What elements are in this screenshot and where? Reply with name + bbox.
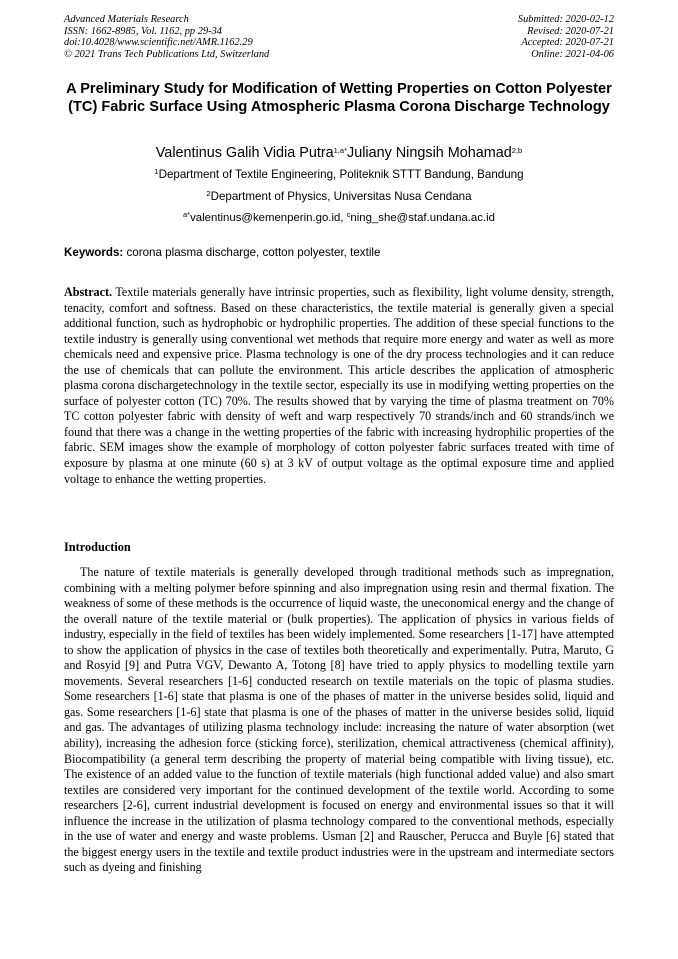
- journal-name: Advanced Materials Research: [64, 14, 189, 25]
- abstract-label: Abstract.: [64, 285, 113, 299]
- author-1-superscript: 1,a*: [333, 146, 347, 155]
- paper-title: A Preliminary Study for Modification of Wetting Properties on Cotton Polyester (TC) Fabric Surface Using Atmospheric Plasma Corona Discharge Technology: [66, 81, 612, 116]
- introduction-heading: Introduction: [64, 540, 131, 554]
- date-accepted: Accepted: 2020-07-21: [521, 37, 614, 49]
- author-emails: [64, 211, 614, 225]
- date-online: Online: 2021-04-06: [531, 48, 614, 60]
- introduction-paragraph: The nature of textile materials is generally developed through traditional methods such as impregnation, combining with a melting polymer before spinning and also impregnation using resin and thermal fixation. The weakness of some of these methods is the occurrence of liquid waste, the uneconomical energy and the change of the overall nature of the textile material or (bulk properties). The application of physics in various fields of industry, especially in the field of textiles has been widely implemented. Some researchers [1-17] have attempted to show the application of physics in the case of textiles both theoretically and experimentally. Putra, Maruto, G and Rosyid [9] and Putra VGV, Dewanto A, Totong [8] have tried to apply physics to modelling textile yarn movements. Several researchers [1-6] conducted research on textile materials on the topic of plasma studies. Some researchers [1-6] state that plasma is one of the phases of matter in the universe besides solid, liquid and gas. Some researchers [1-6] state that plasma is one of the phases of matter in the universe besides solid, liquid and gas. The advantages of utilizing plasma technology include: increasing the nature of water absorption (wet ability), increasing the adhesion force (sticking force), sterilization, chemical attractiveness (chemical affinity), Biocompatibility (a general term describing the property of material being compatible with living tissue), etc. The existence of an added value to the function of textile materials (high functional added value) and also smart textiles are considered very important for the continued development of the textile world. According to some researchers [2-6], current industrial development is focused on energy and environmental issues so that it will influence the increase in the utilization of plasma technology compared to the conventional methods, especially in the use of water and energy and waste problems. Usman [2] and Rauscher, Perucca and Buyle [6] stated that the biggest energy users in the textile and textile product industries were in the upstream and intermediate sectors such as dyeing and finishing: [64, 565, 614, 875]
- keywords-label: Keywords:: [64, 246, 124, 259]
- affiliation-2-text: Department of Physics, Universitas Nusa Cendana: [210, 190, 472, 203]
- email-b-superscript: c: [346, 210, 351, 219]
- journal-issn: ISSN: 1662-8985, Vol. 1162, pp 29-34: [64, 25, 222, 37]
- author-2-superscript: 2,b: [511, 146, 523, 155]
- journal-copyright: © 2021 Trans Tech Publications Ltd, Switzerland: [64, 48, 270, 60]
- journal-doi: doi:10.4028/www.scientific.net/AMR.1162.29: [64, 37, 253, 49]
- publication-dates: [518, 14, 614, 60]
- affiliation-2: [64, 190, 614, 204]
- email-a-superscript: a*: [183, 210, 191, 219]
- author-2: Juliany Ningsih Mohamad: [347, 145, 512, 161]
- email-a: valentinus@kemenperin.go.id,: [190, 212, 347, 224]
- date-revised: Revised: 2020-07-21: [527, 25, 614, 37]
- journal-header: [64, 14, 269, 60]
- author-1: Valentinus Galih Vidia Putra: [155, 145, 334, 161]
- affiliation-1-superscript: 1: [154, 167, 159, 176]
- date-submitted: Submitted: 2020-02-12: [517, 14, 614, 25]
- affiliation-2-superscript: 2: [206, 189, 211, 198]
- abstract: [64, 285, 614, 487]
- affiliation-1: [64, 168, 614, 182]
- email-b: ning_she@staf.undana.ac.id: [350, 212, 495, 224]
- affiliation-1-text: Department of Textile Engineering, Politeknik STTT Bandung, Bandung: [158, 168, 524, 181]
- abstract-text: Textile materials generally have intrinsic properties, such as flexibility, light volume density, strength, tenacity, comfort and softness. Based on these characteristics, the textile material is generally given a special additional function, such as hydrophobic or hydrophilic properties. The addition of these special functions to the textile industry is generally using conventional wet methods that require more energy and water as well as more chemicals need and expensive price. Plasma technology is one of the dry process technologies and it can reduce the use of chemicals that can pollute the environment. This article describes the application of atmospheric plasma corona dischargetechnology in the textile sector, especially its use in modifying wetting properties on the surface of polyester cotton (TC) 70%. The results showed that by varying the time of plasma treatment on 70% TC cotton polyester fabric with density of weft and warp respectively 70 strands/inch and 60 strands/inch we found that there was a change in the wetting properties of the fabric with increasing hydrophilic properties of the fabric. SEM images show the example of morphology of cotton polyester fabric surfaces treated with time of exposure by plasma at one minute (60 s) at 3 kV of output voltage as the optimal exposure time and applied voltage to enhance the wetting properties.: [64, 285, 614, 486]
- keywords: [64, 246, 614, 260]
- keywords-text: corona plasma discharge, cotton polyester, textile: [123, 246, 381, 259]
- author-list: [64, 144, 614, 162]
